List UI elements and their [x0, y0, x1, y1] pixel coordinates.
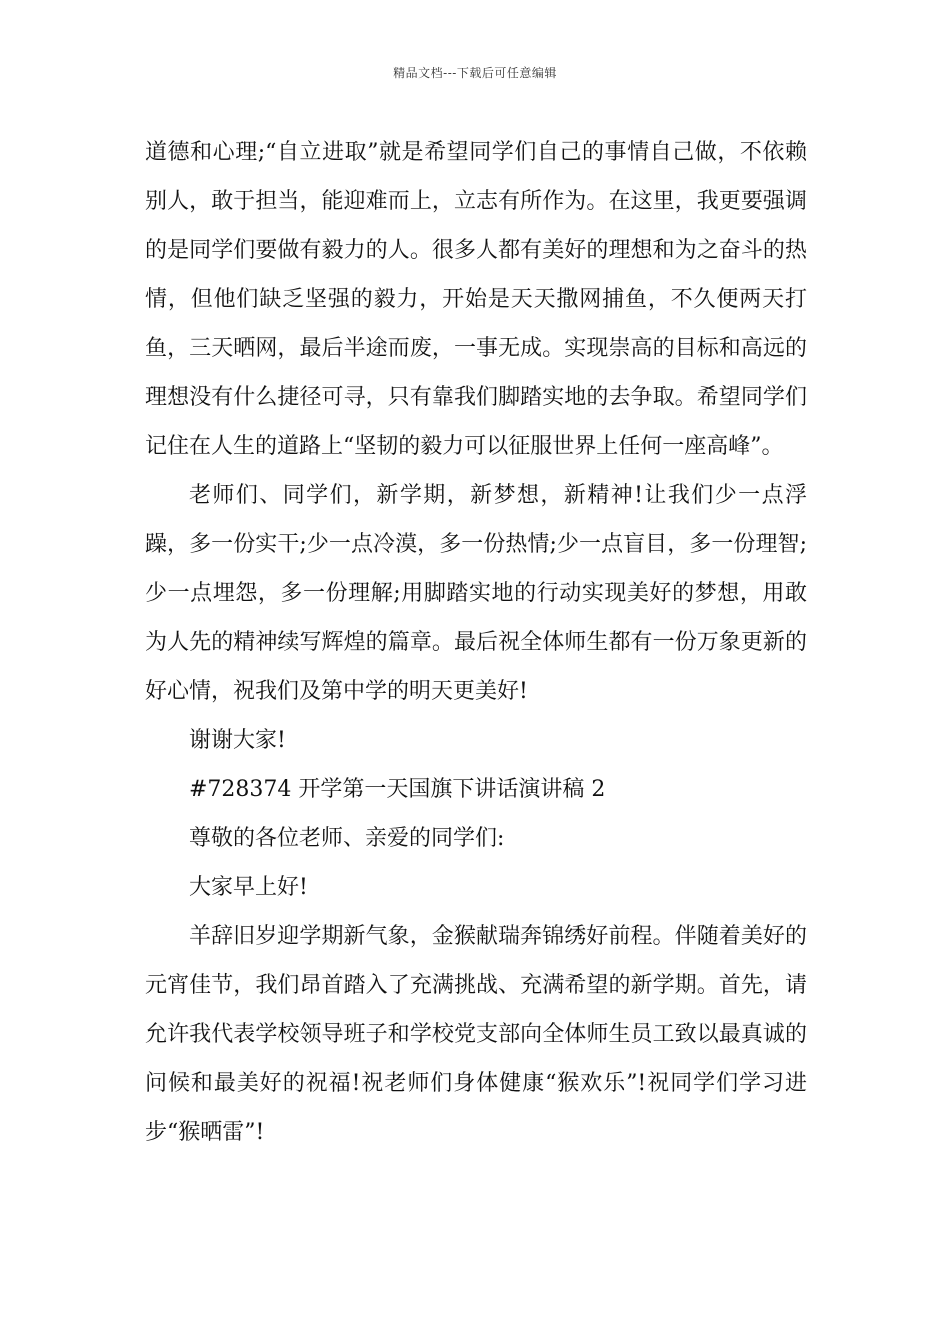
- paragraph-closing-wishes: 老师们、同学们，新学期，新梦想，新精神!让我们少一点浮躁，多一份实干;少一点冷漠，多一份热情;少一点盲目，多一份理智;少一点埋怨，多一份理解;用脚踏实地的行动实现美好的梦想，用敢为人先的精神续写辉煌的篇章。最后祝全体师生都有一份万象更新的好心情，祝我们及第中学的明天更美好!: [145, 483, 807, 704]
- paragraph-greeting: 大家早上好!: [189, 875, 308, 900]
- paragraph-salutation: 尊敬的各位老师、亲爱的同学们:: [189, 826, 505, 851]
- paragraph-thanks: 谢谢大家!: [189, 728, 286, 753]
- section-title: #728374 开学第一天国旗下讲话演讲稿 2: [189, 777, 606, 802]
- paragraph-opening: 羊辞旧岁迎学期新气象，金猴献瑞奔锦绣好前程。伴随着美好的元宵佳节，我们昂首踏入了充满挑战、充满希望的新学期。首先，请允许我代表学校领导班子和学校党支部向全体师生员工致以最真诚的问候和最美好的祝福!祝老师们身体健康“猴欢乐”!祝同学们学习进步“猴晒雷”!: [145, 924, 807, 1145]
- paragraph-continuation: 道德和心理;“自立进取”就是希望同学们自己的事情自己做，不依赖别人，敢于担当，能迎难而上，立志有所作为。在这里，我更要强调的是同学们要做有毅力的人。很多人都有美好的理想和为之奋斗的热情，但他们缺乏坚强的毅力，开始是天天撒网捕鱼，不久便两天打鱼，三天晒网，最后半途而废，一事无成。实现崇高的目标和高远的理想没有什么捷径可寻，只有靠我们脚踏实地的去争取。希望同学们记住在人生的道路上“坚韧的毅力可以征服世界上任何一座高峰”。: [145, 140, 807, 459]
- document-body: [145, 128, 807, 1157]
- page-header: 精品文档---下载后可任意编辑: [393, 66, 557, 80]
